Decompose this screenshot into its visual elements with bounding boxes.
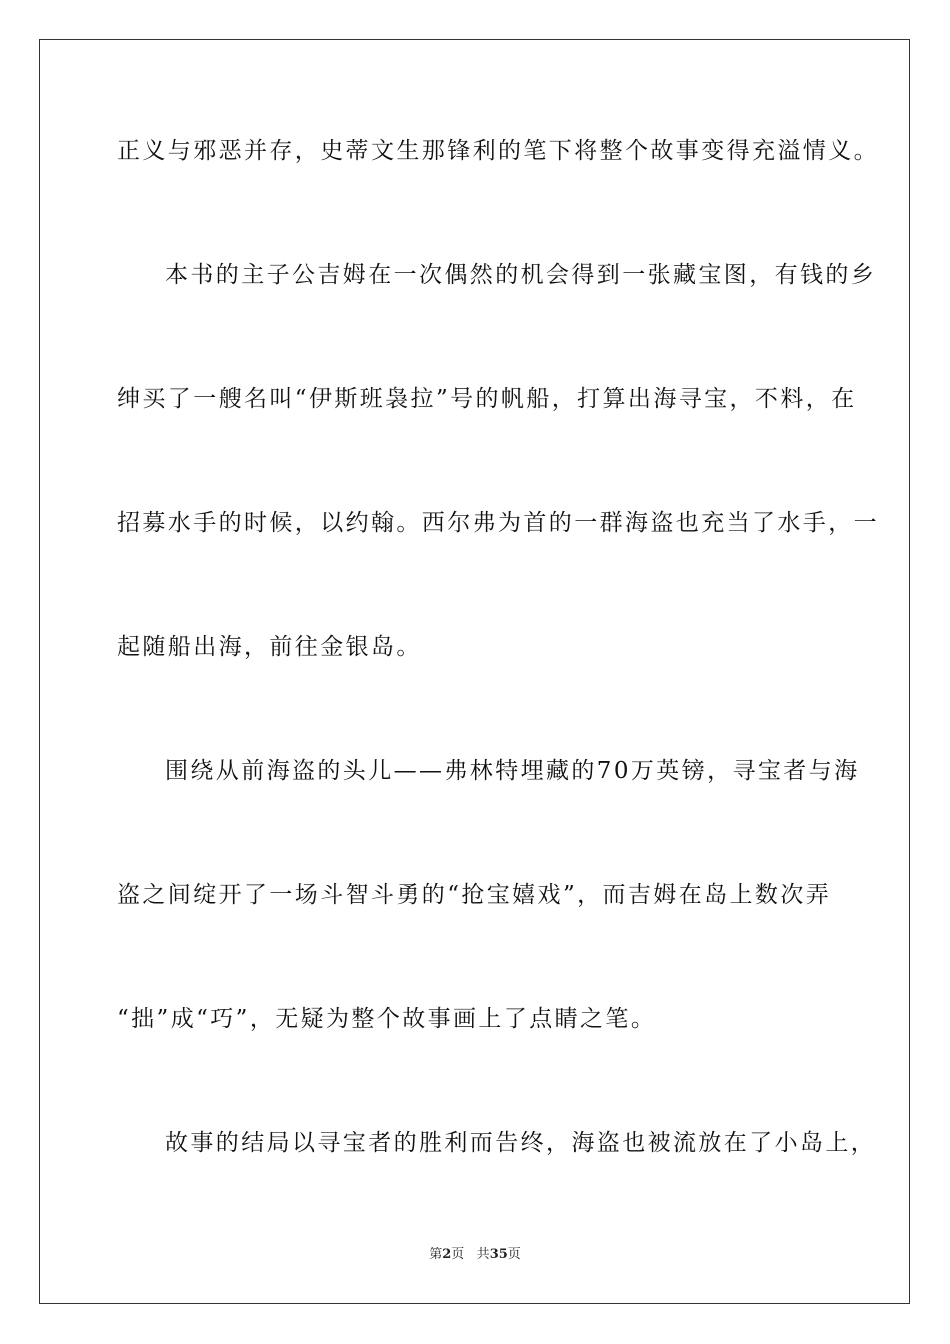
text-line-6: 围绕从前海盗的头儿——弗林特埋藏的70万英镑，寻宝者与海: [165, 758, 860, 784]
text-line-5: 起随船出海，前往金银岛。: [117, 634, 422, 660]
footer-page-number: 2: [442, 1247, 452, 1262]
text-line-9: 故事的结局以寻宝者的胜利而告终，海盗也被流放在了小岛上，: [165, 1130, 877, 1156]
footer-total-pages: 35: [489, 1247, 508, 1262]
footer-page-suffix: 页: [451, 1247, 465, 1262]
footer-total-suffix: 页: [507, 1247, 521, 1262]
footer-total-prefix: 共: [476, 1247, 490, 1262]
page-border: [39, 39, 910, 1304]
footer-prefix: 第: [429, 1247, 443, 1262]
page-footer: [0, 1246, 950, 1264]
text-line-8: “拙”成“巧”，无疑为整个故事画上了点睛之笔。: [117, 1006, 657, 1032]
text-line-7: 盗之间绽开了一场斗智斗勇的“抢宝嬉戏”，而吉姆在岛上数次弄: [117, 882, 832, 908]
text-line-1: 正义与邪恶并存，史蒂文生那锋利的笔下将整个故事变得充溢情义。: [117, 138, 879, 164]
text-line-2: 本书的主子公吉姆在一次偶然的机会得到一张藏宝图，有钱的乡: [165, 262, 877, 288]
text-line-3: 绅买了一艘名叫“伊斯班袅拉”号的帆船，打算出海寻宝，不料，在: [117, 386, 857, 412]
text-line-4: 招募水手的时候，以约翰。西尔弗为首的一群海盗也充当了水手，一: [117, 510, 879, 536]
